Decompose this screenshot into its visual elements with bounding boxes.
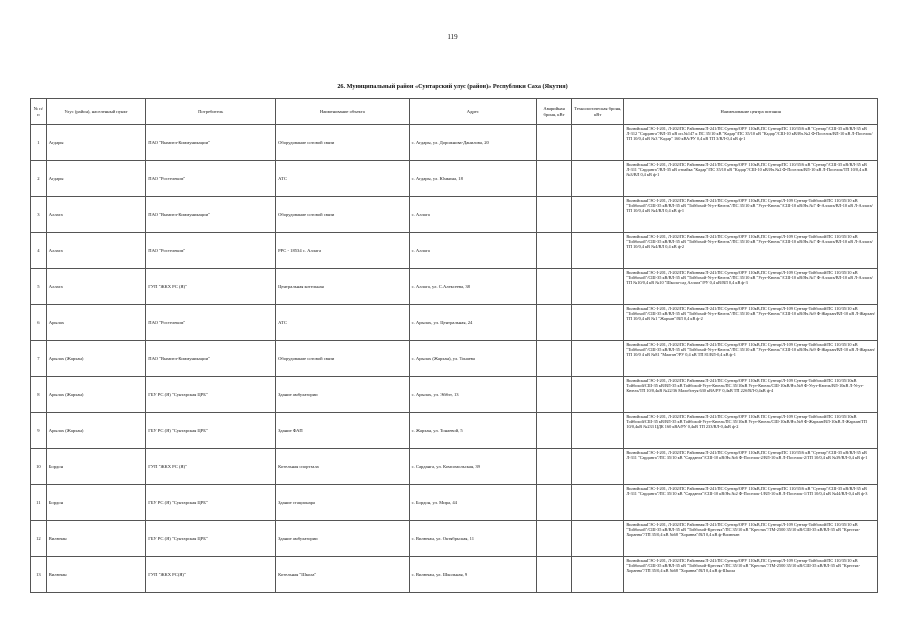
row-address: с. Вилючан, ул. Школьная, 9: [409, 557, 536, 593]
row-consumer: ПАО "Вымпел-Коммуникации": [146, 341, 276, 377]
row-emergency-reserve: [536, 305, 571, 341]
row-object: АТС: [276, 161, 409, 197]
row-address: с. Арылах (Жархан), ул. Тонаева: [409, 341, 536, 377]
row-object: Оборудование сотовой связи: [276, 125, 409, 161]
row-address: с. Аллага: [409, 233, 536, 269]
table-row: [31, 377, 878, 413]
row-tech-reserve: [572, 305, 624, 341]
row-tech-reserve: [572, 197, 624, 233]
table-row: [31, 269, 878, 305]
row-emergency-reserve: [536, 233, 571, 269]
row-object: Оборудование сотовой связи: [276, 197, 409, 233]
row-consumer: ПАО "Ростелеком": [146, 305, 276, 341]
row-ulus: Арылах (Жархан): [46, 341, 146, 377]
row-object: Здание стационара: [276, 485, 409, 521]
table-header-row: [31, 99, 878, 125]
table-row: [31, 341, 878, 377]
row-ulus: Агдары: [46, 125, 146, 161]
row-tech-reserve: [572, 161, 624, 197]
table-row: [31, 161, 878, 197]
row-address: с. Вилючан, ул. Октябрьская, 11: [409, 521, 536, 557]
row-ulus: Арылах: [46, 305, 146, 341]
row-ulus: Бордон: [46, 449, 146, 485]
row-ulus: Арылах (Жархан): [46, 413, 146, 449]
row-tech-reserve: [572, 125, 624, 161]
header-object: Наименование объекта: [276, 99, 409, 125]
row-tech-reserve: [572, 485, 624, 521]
row-tech-reserve: [572, 521, 624, 557]
row-emergency-reserve: [536, 557, 571, 593]
row-power-source: [624, 449, 878, 485]
row-emergency-reserve: [536, 269, 571, 305]
row-tech-reserve: [572, 269, 624, 305]
table-row: [31, 197, 878, 233]
row-number: 13: [31, 557, 47, 593]
row-consumer: ГБУ РС (Я) "Сунтарская ЦРБ": [146, 485, 276, 521]
row-consumer: ГБУ РС (Я) "Сунтарская ЦРБ": [146, 413, 276, 449]
row-object: АТС: [276, 305, 409, 341]
row-power-source: [624, 521, 878, 557]
power-source-text: ВилюйскаяГЭС-I-201, Л-202/ПС Районная/Л-241/ПС Сунтар/ОРУ 110кВ,ПС Сунтар/ПС 110/35/6 кВ "Сунтар"/СШ-35 кВ/ВЛ-35 кВ Л-311 "Сарданга"/ВЛ-35 кВ отпайка "Кадар"/ПС 35/10 кВ "Кадар"/СШ-10 кВ/Яч.№2 Ф-Поселок/ВЛ-10 кВ Л-Поселок/ТП 10/0,4 кВ №3/ВЛ 0,4 кВ ф-1: [626, 162, 868, 178]
row-address: с. Аллага: [409, 197, 536, 233]
row-number: 5: [31, 269, 47, 305]
page-number: 119: [447, 33, 458, 41]
row-ulus: Аллага: [46, 233, 146, 269]
row-address: с. Арылах, ул. Эйбэт, 13: [409, 377, 536, 413]
row-emergency-reserve: [536, 449, 571, 485]
row-number: 11: [31, 485, 47, 521]
row-number: 10: [31, 449, 47, 485]
row-emergency-reserve: [536, 197, 571, 233]
row-object: РРС - 18534 с. Аллага: [276, 233, 409, 269]
row-consumer: ПАО "Вымпел-Коммуникации": [146, 125, 276, 161]
row-object: Здание амбулатории: [276, 521, 409, 557]
table-row: [31, 233, 878, 269]
header-emergency-reserve: Аварийная броня, кВт: [536, 99, 571, 125]
row-ulus: Вилючан: [46, 557, 146, 593]
row-tech-reserve: [572, 413, 624, 449]
header-tech-reserve: Технологическая броня, кВт: [572, 99, 624, 125]
row-object: Здание ФАП: [276, 413, 409, 449]
row-power-source: [624, 485, 878, 521]
row-address: с. Арылах, ул. Центральная, 24: [409, 305, 536, 341]
row-number: 7: [31, 341, 47, 377]
row-ulus: Аллага: [46, 197, 146, 233]
row-emergency-reserve: [536, 161, 571, 197]
power-source-text: ВилюйскаяГЭС-I-201, Л-202/ПС Районная/Л-241/ПС Сунтар/ОРУ 110кВ,ПС Сунтар/Л-109 Сунтар-Тойбохой/ПС 110/35/10 кВ "Тойбохой"/СШ-35 кВ/ВЛ-35 кВ "Тойбохой-Крестях"/ПС 35/10 кВ "Крестях"/ТМ-2500 35/10 кВ/СШ-35 кВ/ВЛ-35 кВ "Крестях-Хоранна"/ТП 35/0,4 кВ №68 "Хоранна"/ВЛ 0,4 кВ ф-Вилючан: [626, 522, 861, 538]
header-ulus: Улус (район), населенный пункт: [46, 99, 146, 125]
row-emergency-reserve: [536, 521, 571, 557]
row-power-source: [624, 557, 878, 593]
row-consumer: ПАО "Вымпел-Коммуникации": [146, 197, 276, 233]
row-address: с. Агдары, ул. Юнкина, 18: [409, 161, 536, 197]
power-source-text: ВилюйскаяГЭС-I-201, Л-202/ПС Районная/Л-241/ПС Сунтар/ОРУ 110кВ,ПС Сунтар/Л-109 Сунтар-Тойбохой/ПС 110/35/10 кВ "Тойбохой"/СШ-35 кВ/ВЛ-35 кВ "Тойбохой-Угут-Кюель"/ПС 35/10 кВ "Угут-Кюель"/СШ-10 кВ/Яч.№9 Ф-Жархан/ВЛ-10 кВ Л-Жархан/ТП 10/0 4 кВ №81 "Мааган"/РУ 0,4 кВ ТП 81/ВЛ-0,4 кВ ф-1: [626, 342, 875, 358]
power-source-text: ВилюйскаяГЭС-I-201, Л-202/ПС Районная/Л-241/ПС Сунтар/ОРУ 110кВ,ПС Сунтар/Л-109 Сунтар-Тойбохой/ПС 110/35/10 кВ "Тойбохой"/СШ-35 кВ/ВЛ-35 кВ "Тойбохой-Угут-Кюель"/ПС 35/10 кВ "Угут-Кюель"/СШ-10 кВ/Яч.№7 Ф-Аллага/ВЛ-10 кВ Л-Аллага/ТП 10/0,4 кВ №4/ВЛ 0,4 кВ ф-2: [626, 234, 873, 250]
row-emergency-reserve: [536, 413, 571, 449]
row-emergency-reserve: [536, 125, 571, 161]
power-source-text: ВилюйскаяГЭС-I-201, Л-202/ПС Районная/Л-241/ПС Сунтар/ОРУ 110кВ,ПС Сунтар/Л-109 Сунтар-Тойбохой/ПС 110/35/10 кВ "Тойбохой"/СШ-35 кВ/ВЛ-35 кВ "Тойбохой-Угут-Кюель"/ПС 35/10 кВ "Угут-Кюель"/СШ-10 кВ/Яч.№7 Ф-Аллага/ВЛ-10 кВ Л-Аллага/ТП 10/0,4 кВ №4/ВЛ 0,4 кВ ф-1: [626, 198, 873, 214]
row-number: 1: [31, 125, 47, 161]
row-consumer: ГУП "ЖКХ РС(Я)": [146, 557, 276, 593]
row-object: Оборудование сотовой связи: [276, 341, 409, 377]
power-source-text: ВилюйскаяГЭС-I-201, Л-202/ПС Районная/Л-241/ПС Сунтар/ОРУ 110кВ,ПС Сунтар/ПС 110/35/6 кВ "Сунтар"/СШ-35 кВ/ВЛ-35 кВ Л-311 "Сарданга"/ПС 35/10 кВ "Сарданга"/СШ-10 кВ/Яч.№2 Ф-Поселок-1/ВЛ-10 кВ Л-Поселок-1/ТП 10/0,4 кВ №44/ВЛ-0,4 кВ ф-3: [626, 486, 868, 497]
row-ulus: Агдары: [46, 161, 146, 197]
row-power-source: [624, 413, 878, 449]
row-tech-reserve: [572, 449, 624, 485]
power-source-text: ВилюйскаяГЭС-I-201, Л-202/ПС Районная/Л-241/ПС Сунтар/ОРУ 110кВ,ПС Сунтар/Л-109 Сунтар-Тойбохой/ПС 110/35/10 кВ "Тойбохой"/СШ-35 кВ/ВЛ-35 кВ "Тойбохой-Угут-Кюель"/ПС 35/10 кВ "Угут-Кюель"/СШ-10 кВ/Яч.№7 Ф-Аллага/ВЛ-10 кВ Л-Аллага/ТП №10/0,4 кВ №10 "Школа-сад Аллага"/РУ 0,4 кВ/ВЛ 0,4 кВ ф-3: [626, 270, 873, 286]
row-consumer: ПАО "Ростелеком": [146, 233, 276, 269]
document-title: 26. Муниципальный район «Сунтарский улус (район)» Республики Саха (Якутия): [337, 83, 568, 90]
row-number: 12: [31, 521, 47, 557]
row-ulus: Арылах (Жархан): [46, 377, 146, 413]
row-power-source: [624, 125, 878, 161]
row-number: 8: [31, 377, 47, 413]
row-power-source: [624, 161, 878, 197]
row-emergency-reserve: [536, 377, 571, 413]
row-consumer: ПАО "Ростелеком": [146, 161, 276, 197]
power-source-text: ВилюйскаяГЭС-I-201, Л-202/ПС Районная/Л-241/ПС Сунтар/ОРУ 110кВ,ПС Сунтар/Л-109 Сунтар-Тойбохой/ПС 110/35/10 кВ "Тойбохой"/СШ-35 кВ/ВЛ-35 кВ "Тойбохой-Крестях"/ПС 35/10 кВ "Крестях"/ТМ-2500 35/10 кВ/СШ-35 кВ/ВЛ-35 кВ "Крестях-Хоранна"/ТП 35/0,4 кВ №68 "Хоранна"/ВЛ 0,4 кВ ф-Школа: [626, 558, 861, 574]
header-address: Адрес: [409, 99, 536, 125]
row-consumer: ГУП "ЖКХ РС (Я)": [146, 449, 276, 485]
table-row: [31, 449, 878, 485]
row-ulus: Аллага: [46, 269, 146, 305]
header-power-source: Наименование центра питания: [624, 99, 878, 125]
row-emergency-reserve: [536, 485, 571, 521]
row-consumer: ГБУ РС (Я) "Сунтарская ЦРБ": [146, 521, 276, 557]
power-source-text: ВилюйскаяГЭС-I-201, Л-202/ПС Районная/Л-241/ПС Сунтар/ОРУ 110кВ,ПС Сунтар/ПС 110/35/6 кВ "Сунтар"/СШ-35 кВ/ВЛ-35 кВ Л-312 "Сарданга"/ВЛ-35 кВ оп.№147 к ПС 35/10 кВ "Кадар"/ПС 35/10 кВ "Кадар"/СШ-10 кВ/Яч.№2 Ф-Поселок/ВЛ-10 кВ Л-Поселок/ТП 10/0,4 кВ №3 "Кадар" 160 кВА/РУ 0,4 кВ ТП 3/ВЛ-0,4 кВ ф-1: [626, 126, 873, 142]
row-consumer: ГУП "ЖКХ РС (Я)": [146, 269, 276, 305]
table-row: [31, 521, 878, 557]
row-number: 2: [31, 161, 47, 197]
row-tech-reserve: [572, 233, 624, 269]
table-row: [31, 485, 878, 521]
table-row: [31, 125, 878, 161]
row-emergency-reserve: [536, 341, 571, 377]
table-row: [31, 557, 878, 593]
row-ulus: Вилючан: [46, 521, 146, 557]
row-tech-reserve: [572, 377, 624, 413]
power-source-text: ВилюйскаяГЭС-I-201, Л-202/ПС Районная/Л-241/ПС Сунтар/ОРУ 110кВ,ПС Сунтар/ПС 110/35/6 кВ "Сунтар"/СШ-35 кВ/ВЛ-35 кВ Л-311 "Сарданга"/ПС 35/10 кВ "Сарданга"/СШ-10 кВ/Яч.№6 Ф-Поселок-2/ВЛ-10 кВ Л-Поселок-2/ТП 10/0,4 кВ №39/ВЛ-0,4 кВ ф-1: [626, 450, 868, 461]
row-address: с. Сарданга, ул. Комсомольская, 39: [409, 449, 536, 485]
power-source-text: ВилюйскаяГЭС-I-201, Л-202/ПС Районная/Л-241/ПС Сунтар/ОРУ 110кВ,ПС Сунтар/Л-109 Сунтар-Тойбохой/ПС 110/35/10 кВ "Тойбохой"/СШ-35 кВ/ВЛ-35 кВ "Тойбохой-Угут-Кюель"/ПС 35/10 кВ "Угут-Кюель"/СШ-10 кВ/Яч.№9 Ф-Жархан/ВЛ-10 кВ Л-Жархан/ТП 10/0,4 кВ №1 "Жархан"/ВЛ 0,4 кВ ф-2: [626, 306, 875, 322]
header-num: № п/п: [31, 99, 47, 125]
row-object: Здание амбулатории: [276, 377, 409, 413]
row-number: 4: [31, 233, 47, 269]
row-number: 6: [31, 305, 47, 341]
power-source-text: ВилюйскаяГЭС-I-201, Л-202/ПС Районная/Л-241/ПС Сунтар/ОРУ 110кВ ПС Сунтар/Л-109 Сунтар-Тойбохой/ПС 110/35/10кВ Тойбохой/СШ-35 кВ/ВЛ-35 кВ Тойбохой-Угут-Кюель/ПС 35/10кВ Угут-Кюель/СШ-10кВ/Яч.№9 Ф-Жархан/ВЛ-10кВ Л-Жархан/ТП 10/0,4кВ №233 ЦДК 160 кВА/РУ 0,4кВ ТП 233/ВЛ-0,4кВ ф-2: [626, 414, 867, 430]
row-object: Центральная котельная: [276, 269, 409, 305]
row-object: Котельная "Школа": [276, 557, 409, 593]
power-source-text: ВилюйскаяГЭС-I-201, Л-202/ПС Районная/Л-241/ПС Сунтар/ОРУ 110кВ ПС Сунтар/Л-109 Сунтар-Тойбохой/ПС 110/35/10кВ Тойбохой/СШ-35 кВ/ВЛ-35 кВ Тойбохой-Угут-Кюель/ПС 35/10кВ Угут-Кюель/СШ-10кВ/Яч.№9 Ф-Угут-Кюель/ВЛ-10кВ Л-Угут-Кюель/ТП 10/0,4кВ №22/36 Малоботуя 630 кВА/РУ 0,4кВ ТП 22б/ВЛ-0,4кВ ф-4: [626, 378, 864, 394]
row-number: 3: [31, 197, 47, 233]
row-power-source: [624, 197, 878, 233]
header-consumer: Потребитель: [146, 99, 276, 125]
table-row: [31, 413, 878, 449]
row-power-source: [624, 233, 878, 269]
row-object: Котельная спортзала: [276, 449, 409, 485]
row-power-source: [624, 269, 878, 305]
row-power-source: [624, 341, 878, 377]
row-power-source: [624, 305, 878, 341]
row-address: с. Агдары, ул. Дорожнова-Данилова, 20: [409, 125, 536, 161]
row-number: 9: [31, 413, 47, 449]
row-ulus: Бордон: [46, 485, 146, 521]
row-tech-reserve: [572, 557, 624, 593]
power-supply-table: [30, 98, 878, 593]
row-address: с. Бордон, ул. Мира, 44: [409, 485, 536, 521]
row-consumer: ГБУ РС (Я) "Сунтарская ЦРБ": [146, 377, 276, 413]
row-address: с. Аллага, ул. С.Алексеева, 38: [409, 269, 536, 305]
row-tech-reserve: [572, 341, 624, 377]
table-row: [31, 305, 878, 341]
row-power-source: [624, 377, 878, 413]
row-address: с. Жархан, ул. Тонаевой, 5: [409, 413, 536, 449]
